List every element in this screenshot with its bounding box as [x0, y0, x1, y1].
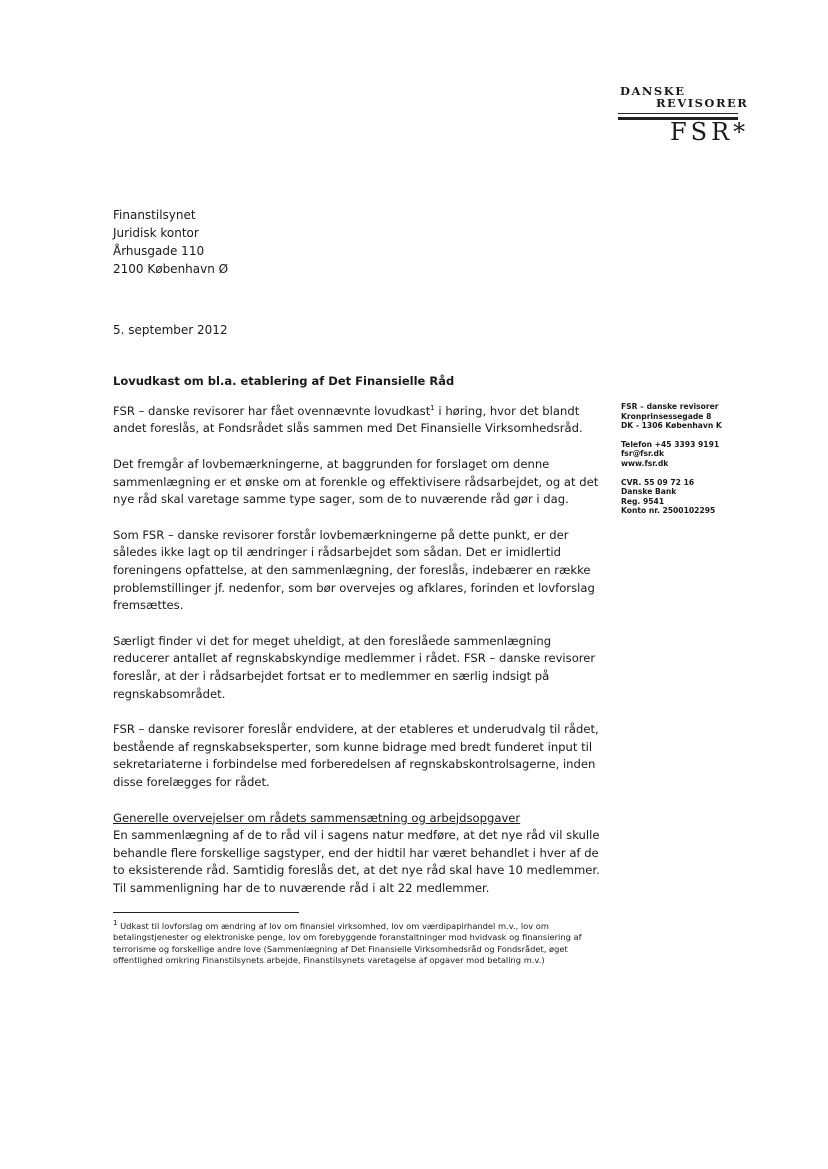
sender-cvr: CVR. 55 09 72 16 — [621, 477, 695, 487]
sender-city: DK - 1306 København K — [621, 421, 722, 431]
footnote-divider — [113, 912, 299, 913]
recipient-name: Finanstilsynet — [113, 208, 196, 222]
sender-email: fsr@fsr.dk — [621, 449, 665, 459]
paragraph-5: FSR – danske revisorer foreslår endvidere, at der etableres et underudvalg til rådet, bestående af regnskabseksperter, som kunne bidrage med bredt funderet input til sekretariaterne i forbindelse med forberedelsen af regnskabskontrolsagerne, inden disse forelægges for rådet. — [113, 722, 599, 789]
paragraph-6: Generelle overvejelser om rådets sammensætning og arbejdsopgaver En sammenlægning af de to råd vil i sagens natur medføre, at det nye råd vil skulle behandle flere forskellige sagstyper, end der hidtil har været behandlet i hver af de to eksisterende råd. Samtidig foreslås det, at det nye råd skal have 10 medlemmer. Til sammenligning har de to nuværende råd i alt 22 medlemmer. — [113, 810, 608, 898]
footnote-marker: 1 — [113, 919, 118, 927]
footnote-ref: 1 — [430, 404, 435, 412]
recipient-city: 2100 København Ø — [113, 262, 229, 276]
sender-info — [621, 402, 761, 525]
recipient-street: Århusgade 110 — [113, 244, 205, 258]
logo-line-danske: DANSKE — [620, 84, 686, 98]
sender-bank: Danske Bank — [621, 487, 677, 497]
letter-body — [113, 400, 608, 898]
sender-reg: Reg. 9541 — [621, 496, 665, 506]
recipient-address — [113, 206, 228, 278]
recipient-dept: Juridisk kontor — [113, 226, 199, 240]
sender-org: FSR – danske revisorer — [621, 402, 719, 411]
sender-web: www.fsr.dk — [621, 458, 669, 468]
paragraph-1: FSR – danske revisorer har fået ovennævnte lovudkast$^1$ i høring, hvor det blandt andet foreslås, at Fondsrådet slås sammen med Det Finansielle Virksomhedsråd. — [113, 403, 583, 436]
paragraph-4: Særligt finder vi det for meget uheldigt, at den foreslåede sammenlægning reducerer antallet af regnskabskyndige medlemmer i rådet. FSR – danske revisorer foreslår, at der i rådsarbejdet fortsat er to medlemmer en særlig indsigt på regnskabsområdet. — [113, 633, 596, 701]
sender-account: Konto nr. 2500102295 — [621, 506, 716, 516]
sender-phone: Telefon +45 3393 9191 — [621, 439, 720, 449]
logo-rule-thin — [618, 113, 738, 114]
letter-date: 5. september 2012 — [113, 323, 228, 337]
logo-fsr-mark: FSR* — [670, 118, 750, 146]
paragraph-3: Som FSR – danske revisorer forstår lovbemærkningerne på dette punkt, er der således ikke lagt op til ændringer i rådsarbejdet som sådan. Det er imidlertid foreningens opfattelse, at den sammenlægning, der foreslås, indebærer en række problemstillinger jf. nedenfor, som bør overvejes og afklares, forinden et lovforslag fremsættes. — [113, 527, 595, 613]
sender-street: Kronprinsessegade 8 — [621, 411, 712, 421]
section-heading: Generelle overvejelser om rådets sammensætning og arbejdsopgaver — [113, 810, 521, 825]
logo-line-revisorer: REVISORER — [656, 96, 749, 110]
footnote-text: Udkast til lovforslag om ændring af lov om finansiel virksomhed, lov om værdipapirhandel m.v., lov om betalingstjenester og elektroniske penge, lov om forebyggende foranstaltninger mod hvidvask og finansiering af terrorisme og forskellige andre love (Sammenlægning af Det Finansielle Virksomhedsråd og Fondsrådet, øget offentlighed omkring Finanstilsynets arbejde, Finanstilsynets varetagelse af opgaver mod betaling m.v.) — [113, 920, 582, 965]
paragraph-2: Det fremgår af lovbemærkningerne, at baggrunden for forslaget om denne sammenlægning er et ønske om at forenkle og effektivisere rådsarbejdet, og at det nye råd skal varetage samme type sager, som de to nuværende råd gør i dag. — [113, 457, 599, 507]
footnote — [113, 918, 593, 966]
letter-subject: Lovudkast om bl.a. etablering af Det Finansielle Råd — [113, 374, 455, 388]
